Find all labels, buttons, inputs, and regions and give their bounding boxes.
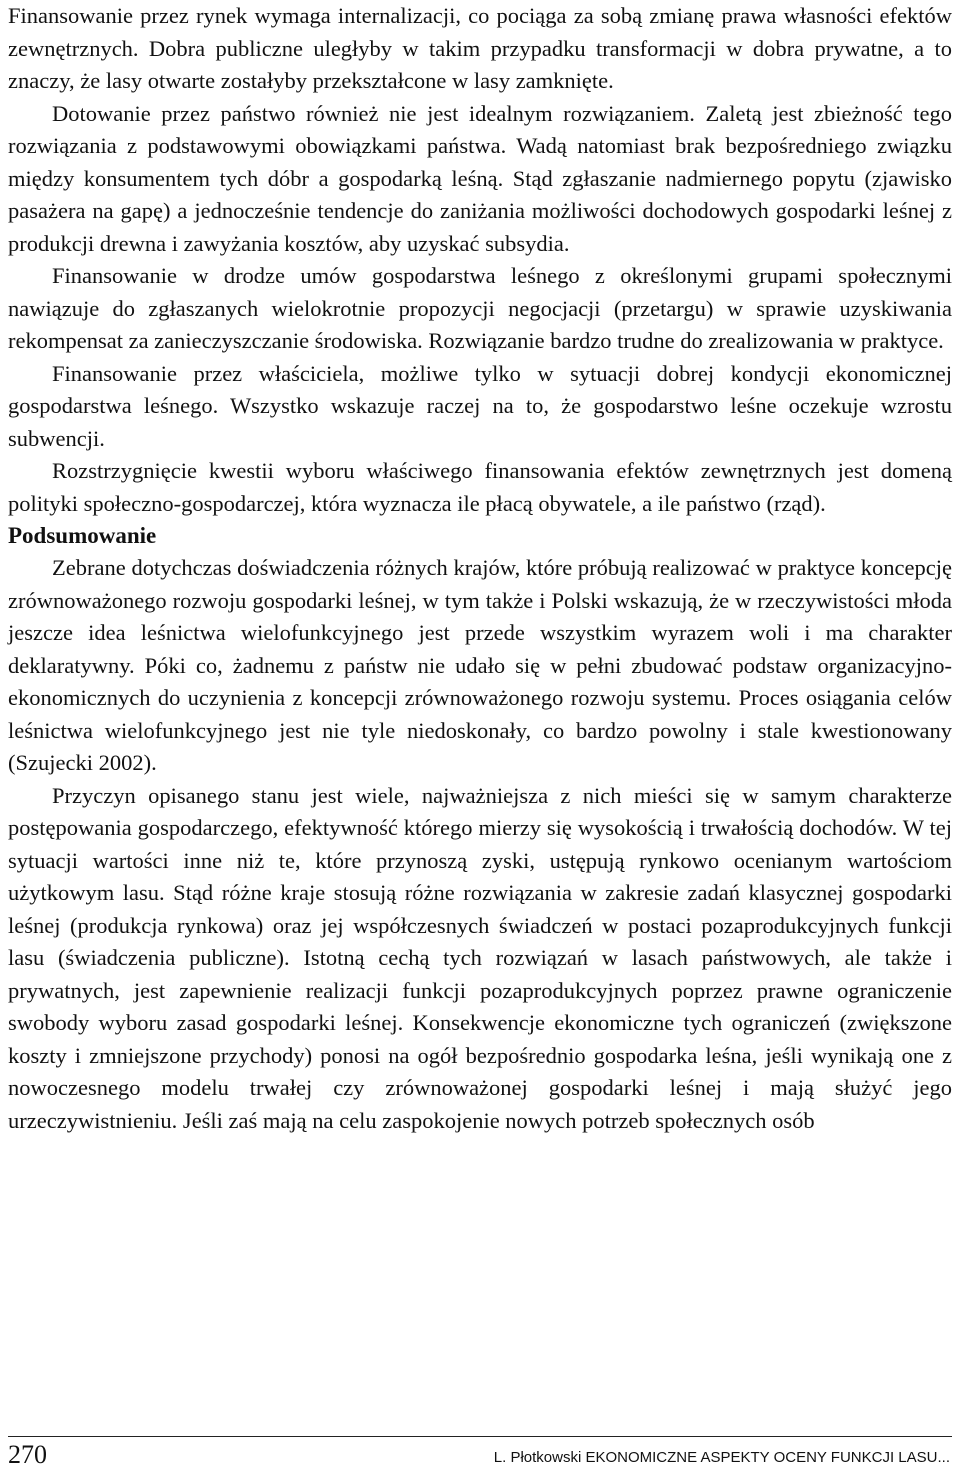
paragraph-contract-financing: Finansowanie w drodze umów gospodarstwa leśnego z określonymi grupami społecznymi nawiązuje do zgłaszanych wielokrotnie propozycji negocjacji (przetargu) w sprawie uzyskiwania rekompensat za zanieczyszczanie środowiska. Rozwiązanie bardzo trudne do zrealizowania w praktyce. bbox=[8, 263, 952, 353]
body-text bbox=[8, 0, 952, 1137]
paragraph-summary-experience: Zebrane dotychczas doświadczenia różnych krajów, które próbują realizować w praktyce koncepcję zrównoważonego rozwoju gospodarki leśnej, w tym także i Polski wskazują, że w rzeczywistości młoda jeszcze idea leśnictwa wielofunkcyjnego jest przede wszystkim wyrazem woli i ma charakter deklaratywny. Póki co, żadnemu z państw nie udało się w pełni zbudować podstaw organizacyjno-ekonomicznych do uczynienia z koncepcji zrównoważonego rozwoju systemu. Proces osiągania celów leśnictwa wielofunkcyjnego jest nie tyle niedoskonały, co bardzo powolny i stale kwestionowany (Szujecki 2002). bbox=[8, 555, 952, 775]
page-number: 270 bbox=[8, 1440, 47, 1469]
paragraph-summary-causes: Przyczyn opisanego stanu jest wiele, najważniejsza z nich mieści się w samym charakterze postępowania gospodarczego, efektywność którego mierzy się wysokością i trwałością dochodów. W tej sytuacji wartości inne niż te, które przynoszą zyski, ustępują rynkowo ocenianym wartościom użytkowym lasu. Stąd różne kraje stosują różne rozwiązania w zakresie zadań klasycznej gospodarki leśnej (produkcja rynkowa) oraz jej współczesnych świadczeń w postaci pozaprodukcyjnych funkcji lasu (świadczenia publiczne). Istotną cechą tych rozwiązań w lasach państwowych, ale także i prywatnych, jest zapewnienie realizacji funkcji pozaprodukcyjnych poprzez prawne ograniczenie swobody wyboru zasad gospodarki leśnej. Konsekwencje ekonomiczne tych ograniczeń (zwiększone koszty i zmniejszone przychody) ponosi na ogół bezpośrednio gospodarka leśna, jeśli wynikają one z nowoczesnego modelu trwałej czy zrównoważonej gospodarki leśnej i mają służyć jego urzeczywistnieniu. Jeśli zaś mają na celu zaspokojenie nowych potrzeb społecznych osób bbox=[8, 782, 952, 1133]
paragraph-policy-resolution: Rozstrzygnięcie kwestii wyboru właściwego finansowania efektów zewnętrznych jest domeną polityki społeczno-gospodarczej, która wyznacza ile płacą obywatele, a ile państwo (rząd). bbox=[8, 458, 952, 516]
paragraph-owner-financing: Finansowanie przez właściciela, możliwe tylko w sytuacji dobrej kondycji ekonomicznej gospodarstwa leśnego. Wszystko wskazuje raczej na to, że gospodarstwo leśne oczekuje wzrostu subwencji. bbox=[8, 360, 952, 451]
paragraph-market-financing: Finansowanie przez rynek wymaga internalizacji, co pociąga za sobą zmianę prawa własności efektów zewnętrznych. Dobra publiczne uległyby w takim przypadku transformacji w dobra prywatne, a to znaczy, że lasy otwarte zostałyby przekształcone w lasy zamknięte. bbox=[8, 3, 952, 93]
section-heading-summary: Podsumowanie bbox=[8, 523, 157, 548]
page-footer bbox=[8, 1436, 952, 1471]
paragraph-state-subsidies: Dotowanie przez państwo również nie jest idealnym rozwiązaniem. Zaletą jest zbieżność tego rozwiązania z podstawowymi obowiązkami państwa. Wadą natomiast brak bezpośredniego związku między konsumentem tych dóbr a gospodarką leśną. Stąd zgłaszanie nadmiernego popytu (zjawisko pasażera na gapę) a jednocześnie tendencje do zaniżania możliwości dochodowych gospodarki leśnej z produkcji drewna i zawyżania kosztów, aby uzyskać subsydia. bbox=[8, 100, 952, 256]
running-title: L. Płotkowski EKONOMICZNE ASPEKTY OCENY FUNKCJI LASU... bbox=[493, 1449, 950, 1466]
